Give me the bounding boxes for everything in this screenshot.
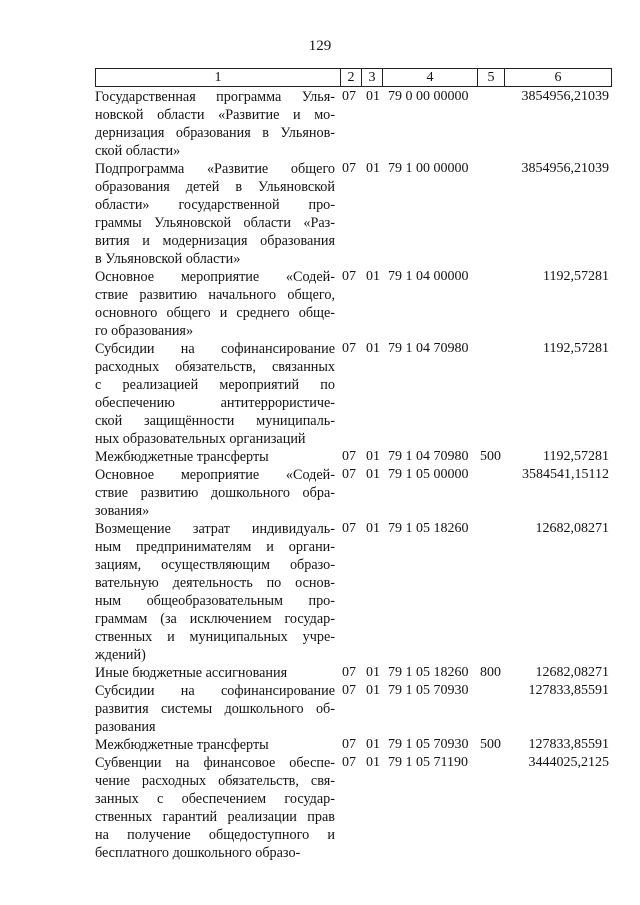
cell-c2: 07 (342, 467, 356, 482)
cell-c3: 01 (366, 683, 380, 698)
header-col-1: 1 (95, 68, 341, 87)
cell-c4: 79 1 05 18260 (388, 521, 469, 536)
description-line: области» государственной про- (95, 197, 335, 213)
row-description (95, 736, 335, 754)
row-description (95, 160, 335, 268)
cell-c2: 07 (342, 755, 356, 770)
cell-c6: 1192,57281 (543, 449, 609, 464)
cell-c6: 3854956,21039 (521, 89, 609, 104)
description-line: Межбюджетные трансферты (95, 737, 269, 753)
cell-c6: 127833,85591 (528, 683, 609, 698)
cell-c2: 07 (342, 449, 356, 464)
cell-c5: 500 (480, 449, 501, 464)
cell-c4: 79 1 05 70930 (388, 737, 469, 752)
table-header (0, 68, 640, 87)
description-line: в Ульяновской области» (95, 251, 241, 267)
header-col-2: 2 (340, 68, 362, 87)
description-line: вательную деятельность по основ- (95, 575, 335, 591)
description-line: го образования» (95, 323, 194, 339)
description-line: Основное мероприятие «Содей- (95, 269, 335, 285)
description-line: зациям, осуществляющим образо- (95, 557, 335, 573)
row-description (95, 268, 335, 340)
cell-c2: 07 (342, 161, 356, 176)
cell-c2: 07 (342, 737, 356, 752)
cell-c5: 800 (480, 665, 501, 680)
cell-c3: 01 (366, 755, 380, 770)
cell-c3: 01 (366, 449, 380, 464)
description-line: Государственная программа Улья- (95, 89, 335, 105)
cell-c3: 01 (366, 521, 380, 536)
cell-c2: 07 (342, 341, 356, 356)
description-line: граммам (за исключением государ- (95, 611, 335, 627)
row-description (95, 682, 335, 736)
row-description (95, 340, 335, 448)
description-line: ным предпринимателям и органи- (95, 539, 335, 555)
row-description (95, 520, 335, 664)
table-row (0, 754, 640, 862)
description-line: ных образовательных организаций (95, 431, 306, 447)
description-line: дернизация образования в Ульянов- (95, 125, 335, 141)
cell-c4: 79 1 05 00000 (388, 467, 469, 482)
table-row (0, 160, 640, 268)
description-line: ственных и муниципальных учре- (95, 629, 335, 645)
cell-c3: 01 (366, 737, 380, 752)
description-line: занных с обеспечением государ- (95, 791, 335, 807)
cell-c6: 1192,57281 (543, 341, 609, 356)
table-row (0, 466, 640, 520)
table-row (0, 682, 640, 736)
cell-c6: 3854956,21039 (521, 161, 609, 176)
cell-c4: 79 0 00 00000 (388, 89, 469, 104)
description-line: Субвенции на финансовое обеспе- (95, 755, 335, 771)
description-line: Субсидии на софинансирование (95, 341, 335, 357)
cell-c3: 01 (366, 269, 380, 284)
table-row (0, 340, 640, 448)
table-row (0, 448, 640, 466)
description-line: развития системы дошкольного об- (95, 701, 335, 717)
cell-c6: 1192,57281 (543, 269, 609, 284)
description-line: чение расходных обязательств, свя- (95, 773, 335, 789)
cell-c6: 127833,85591 (528, 737, 609, 752)
description-line: ственных гарантий реализации прав (95, 809, 335, 825)
cell-c4: 79 1 04 70980 (388, 449, 469, 464)
table-row (0, 664, 640, 682)
description-line: вития и модернизация образования (95, 233, 335, 249)
description-line: обеспечению антитеррористиче- (95, 395, 335, 411)
cell-c4: 79 1 05 18260 (388, 665, 469, 680)
cell-c2: 07 (342, 269, 356, 284)
table-row (0, 736, 640, 754)
row-description (95, 466, 335, 520)
cell-c4: 79 1 00 00000 (388, 161, 469, 176)
header-col-4: 4 (382, 68, 478, 87)
header-col-3: 3 (361, 68, 383, 87)
cell-c3: 01 (366, 665, 380, 680)
description-line: ным общеобразовательным про- (95, 593, 335, 609)
description-line: ждений) (95, 647, 146, 663)
cell-c3: 01 (366, 89, 380, 104)
cell-c5: 500 (480, 737, 501, 752)
cell-c6: 12682,08271 (535, 665, 609, 680)
cell-c6: 3584541,15112 (522, 467, 609, 482)
description-line: с реализацией мероприятий по (95, 377, 335, 393)
description-line: ствие развитию начального общего, (95, 287, 335, 303)
description-line: на получение общедоступного и (95, 827, 335, 843)
page-number: 129 (308, 38, 332, 54)
description-line: разования (95, 719, 156, 735)
description-line: ствие развитию дошкольного обра- (95, 485, 335, 501)
cell-c4: 79 1 05 71190 (388, 755, 468, 770)
cell-c2: 07 (342, 521, 356, 536)
description-line: основного общего и среднего обще- (95, 305, 335, 321)
cell-c3: 01 (366, 341, 380, 356)
row-description (95, 664, 335, 682)
description-line: Субсидии на софинансирование (95, 683, 335, 699)
description-line: расходных обязательств, связанных (95, 359, 335, 375)
cell-c4: 79 1 04 70980 (388, 341, 469, 356)
table-row (0, 268, 640, 340)
description-line: Иные бюджетные ассигнования (95, 665, 288, 681)
description-line: Основное мероприятие «Содей- (95, 467, 335, 483)
row-description (95, 88, 335, 160)
description-line: образования детей в Ульяновской (95, 179, 335, 195)
cell-c3: 01 (366, 467, 380, 482)
table-row (0, 88, 640, 160)
header-col-6: 6 (504, 68, 612, 87)
description-line: ской области» (95, 143, 181, 159)
cell-c2: 07 (342, 665, 356, 680)
description-line: Возмещение затрат индивидуаль- (95, 521, 335, 537)
cell-c3: 01 (366, 161, 380, 176)
description-line: бесплатного дошкольного образо- (95, 845, 301, 861)
description-line: зования» (95, 503, 150, 519)
cell-c6: 3444025,2125 (528, 755, 609, 770)
description-line: ской защищённости муниципаль- (95, 413, 335, 429)
description-line: новской области «Развитие и мо- (95, 107, 335, 123)
table-body (0, 88, 640, 862)
row-description (95, 754, 335, 862)
cell-c4: 79 1 05 70930 (388, 683, 469, 698)
description-line: Подпрограмма «Развитие общего (95, 161, 335, 177)
cell-c4: 79 1 04 00000 (388, 269, 469, 284)
cell-c2: 07 (342, 89, 356, 104)
description-line: граммы Ульяновской области «Раз- (95, 215, 335, 231)
row-description (95, 448, 335, 466)
table-row (0, 520, 640, 664)
cell-c6: 12682,08271 (535, 521, 609, 536)
cell-c2: 07 (342, 683, 356, 698)
description-line: Межбюджетные трансферты (95, 449, 269, 465)
header-col-5: 5 (477, 68, 505, 87)
